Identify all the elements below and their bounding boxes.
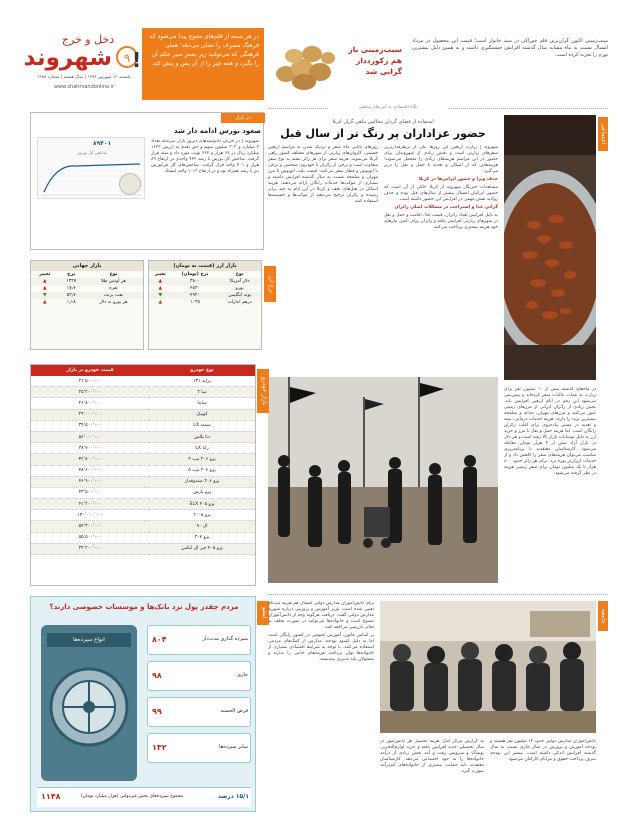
feature-subhead-2: گرانی غذا و استراحت در مشکلات اصلی زائران [394,205,498,210]
car-model: سمند LX [149,420,255,431]
teaser-orange[interactable] [142,28,264,100]
cars-header: نوع خودرو [190,368,214,373]
car-model: پژو ۲۰۰۸ [149,510,255,521]
table-row [31,499,255,510]
logo[interactable]: شهروند [23,45,112,71]
bottom-para-2: بر اساس قانون، آموزش عمومی در کشور رایگان است اما به دلیل کمبود بودجه، مدارس از کمک‌های مردمی استفاده می‌کنند. با توجه به شرایط اقتصادی بسیاری از خانواده‌ها توان پرداخت هزینه‌های جانبی را ندارند و مسئولان باید تدبیری بیندیشند. [268,633,374,662]
currency-left-title: بازار جهانی [31,261,143,271]
shrimp-image [504,115,596,380]
bottom-article [268,594,608,812]
pilgrims-photo [268,377,498,583]
car-price: ۵۴٬۳۰۰٬۰۰۰ [31,521,149,532]
deposit-value: ۱۴۲ [152,743,167,752]
table-row: هر یورو به دلار ۱٫۱۸ ▲ [42,300,128,305]
table-row [31,398,255,409]
car-prices-section [30,364,268,586]
car-price: ۴۲٬۸۰۰٬۰۰۰ [31,454,149,465]
infographic-title: مردم چقدر پول نزد بانک‌ها و موسسات خصوصی دارند؟ [49,603,239,611]
table-row [31,387,255,398]
deposit-value: ۹۸ [152,671,162,680]
car-model: پژو پارس [149,487,255,498]
footer-total: ۱۱۴۸ [41,792,61,801]
table-row [31,543,255,554]
logo-top: دخل و خرج [61,33,115,46]
masthead-logo-block [23,28,138,100]
bottom-para-1: برای دانش‌آموزان مدارس دولتی امسال هم هزینه ثبت‌نام تعیین شده است. وزیر آموزش و پرورش درباره شهریه مدارس دولتی گفت: دریافت هرگونه وجه از دانش‌آموزان ممنوع است و خانواده‌ها می‌توانند در صورت تخلف به دفاتر بازرسی مراجعه کنند. [268,601,374,630]
feature-column-2 [268,145,378,367]
currency-left-grid [31,271,143,306]
table-row [31,454,255,465]
teaser-orange-text: در هر بسته از قلم‌های متنوع پیدا می‌شود که فرهنگ مصرف را نشان می‌دهد؛ همان فرهنگی که می‌توانید زیر بستر سیر حکم آن را بگیرد و همه چیز را از آن پس و پیش کند. [149,33,259,67]
feature-top-label: نگاه اقتصادی به آیین‌های مذهبی [328,105,448,110]
potato-headline: سیب‌زمینی باز هم رکورددار گرانی شد [348,45,402,76]
table-row [31,487,255,498]
bottom-col-left [268,601,374,811]
car-model: تیبا ۲ [149,387,255,398]
table-row [31,431,255,442]
infographic-footer [37,787,251,807]
footer-percent: ۱۵/۱ درصد [217,793,249,800]
car-price: ۳۴٬۲۰۰٬۰۰۰ [31,543,149,554]
deposit-value: ۹۹ [152,707,162,716]
feature-subhead-1: حذف ویزا و حضور ایرانی‌ها در کربلا [418,177,498,182]
potato-illustration [272,40,338,94]
deposit-item [147,661,251,691]
feature-right-text: در ماه‌های گذشته بیش از ۱۰ میلیون نفر برای زیارت به عتبات عالیات سفر کرده‌اند و پیش‌بینی می‌شود این رقم در ایام اربعین افزایش یابد. بخش زیادی از زائران ایرانی از مرزهای زمینی عبور می‌کنند و مرزهای مهران، چذابه و شلمچه بیشترین تردد را دارند. هزینه خدمات درمانی، بیمه و تغذیه در مسیر پیاده‌روی برای اغلب زائران رایگان است. اما هزینه حمل و نقل تا مرز و خرید ارز به دلیل نوسانات بازار بالا رفته است و هر دلار در بازار آزاد بیش از ۴ هزار تومان معامله می‌شود. کارشناسان معتقدند با برنامه‌ریزی مناسب می‌توان هزینه‌های سفر را کاهش داد و از خدمات ارزان‌تر بهره برد. برای هر زائر حدود ۸۰۰ هزار تا یک میلیون تومان برای سفر زمینی هزینه در نظر گرفته می‌شود. [504,387,596,476]
bottom-text-under-photo [380,739,484,811]
table-row [31,465,255,476]
feature-headline: حضور عزاداران پر رنگ تر از سال قبل [280,127,486,140]
table-row [31,376,255,387]
car-price: ۲۶٬۸۰۰٬۰۰۰ [31,398,149,409]
table-row [31,476,255,487]
currency-tab: نرخ ارز [264,266,276,302]
car-price: ۴۳٬۵۰۰٬۰۰۰ [31,487,149,498]
car-price: ۵۵٬۵۰۰٬۰۰۰ [31,532,149,543]
currency-right-title: بازار ارز (قیمت به تومان) [149,261,261,271]
market-index-value: ۸۹۴۰۱ [92,140,112,147]
masthead [23,28,264,100]
currency-left-header: نرخ [67,272,76,277]
car-price: ۳۸٬۷۰۰٬۰۰۰ [31,443,149,454]
deposit-label: سپرده گذاری مدت‌دار [202,636,248,642]
car-model: ساینا [149,398,255,409]
car-price: ۱۳۰٬۰۰۰٬۰۰۰ [31,510,149,521]
market-chart-label: شاخص کل بورس [77,150,107,155]
currency-right-table [148,260,262,350]
car-model: پژو ۲۰۶ صندوقدار [149,476,255,487]
car-price: ۴۱٬۲۰۰٬۰۰۰ [31,499,149,510]
deposit-box-title: انواع سپرده‌ها [73,637,105,643]
deposit-list [147,625,251,775]
deposit-item [147,625,251,655]
feature-column-1 [384,145,498,367]
table-row: پوند انگلیس ۴۹۲۰ ▼ [149,292,261,299]
currency-section [30,260,275,352]
deposit-label: سایر سپرده‌ها [219,744,248,750]
feature-para-3: به دلیل افزایش تعداد زائران، قیمت غذا، اقامت و حمل و نقل در شهرهای زیارتی افزایش یافته و زائران برای تامین نیازهای خود هزینه بیشتری پرداخت می‌کنند. [384,213,498,230]
bottom-right-text-2: دانش‌آموزان مدارس دولتی حدود ۱۲ میلیون نفر هستند و بودجه آموزش و پرورش در سال جاری نسبت به سال گذشته افزایش اندکی داشته است. بیشتر این بودجه صرف پرداخت حقوق و مزایای کارکنان می‌شود. [490,739,596,762]
car-price: ۲۵٬۲۰۰٬۰۰۰ [31,387,149,398]
infographic-tab: اینفو [257,601,269,625]
market-tab: در بازار [221,113,265,123]
currency-left-header: تغییر [39,272,51,277]
page-number: ۹ [116,46,138,68]
car-prices-table [31,365,255,555]
classroom-image [380,601,596,733]
vault-illustration [39,623,139,783]
date-line: یکشنبه ۱۲ شهریور ۱۳۹۶ | سال هشتم | شماره ۱۲۸۸ [36,75,132,80]
car-model: ال ۹۰ [149,521,255,532]
car-model: پژو ۲۰۶ تیپ ۲ [149,454,255,465]
deposit-label: قرض الحسنه [220,708,248,714]
car-model: پژو ۴۰۵ جی ال ایکس [149,543,255,554]
table-row [31,443,255,454]
table-row: دلار آمریکا ۳۸۰۰ ▲ [149,278,261,285]
market-section [30,112,264,250]
feature-article [268,105,608,584]
table-row [31,521,255,532]
website[interactable]: www.shahrvandonline.ir [53,84,115,90]
feature-para-1: شهروند | زیارت اربعین این روزها یکی از پرطرفدارترین سفرهای زیارتی است و بخش زیادی از شهروندان برای حضور در این مراسم هزینه‌های زیادی را متحمل می‌شوند؛ هزینه‌هایی که از اسکان و تغذیه تا حمل و نقل را دربر می‌گیرد. [384,145,498,174]
exclaim-icon: ! [132,48,142,72]
market-headline: صعود بورس ادامه دار شد [173,127,261,135]
currency-left-table [30,260,144,350]
car-model: پراید ۱۳۱ [149,376,255,387]
table-row: یورو ۴۵۳۰ ▲ [158,286,244,291]
table-row [31,510,255,521]
car-price: ۲۱٬۵۰۰٬۰۰۰ [31,376,149,387]
table-row: نفت برنت ۵۲٫۷ ▼ [31,292,143,299]
deposit-item [147,697,251,727]
car-price: ۲۹٬۰۰۰٬۰۰۰ [31,409,149,420]
table-row: درهم امارات ۱۰۳۵ ▲ [158,300,252,305]
deposit-item [147,733,251,763]
car-model: دنا پلاس [149,431,255,442]
table-row [31,420,255,431]
market-body: شهروند | در جریان دادوستدهای دیروز بازار سرمایه تعداد ۳ میلیارد و ۳۰۳ میلیون سهم و حق تقدم به ارزش ۱۶۳۳ میلیارد ریال در ۶۷ هزار و ۲۶۲ نوبت مورد داد و ستد قرار گرفت. شاخص کل بورس با رشد ۹۲۲ واحدی در ارتفاع ۸۹ هزار و ۴۰۱ واحد قرار گرفت. شاخص‌های کل فرابورس نیز با رشد همراه بود و در ارتفاع ۱۰۱۳ واحد ایستاد. [151,139,259,174]
pilgrims-image [268,377,498,583]
car-price: ۳۹٬۵۰۰٬۰۰۰ [31,420,149,431]
feature-para-2: مشاهدات خبرنگار شهروند از کربلا حاکی از آن است که حضور ایرانیان امسال بیشتر از سال‌های قبل بوده و حذف روادید نقش مهمی در افزایش این حضور داشته است. [384,185,498,202]
feature-col2-text: روزهای پایانی ماه صفر و نزدیک شدن به مراسم اربعین حسینی، کاروان‌های زیارتی از شهرهای مختلف کشور راهی کربلا می‌شوند. هزینه سفر برای هر زائر بسته به نوع سفر متفاوت است و برخی از زائران با خودروی شخصی و برخی با اتوبوس و قطار سفر می‌کنند. قیمت بلیت اتوبوس تا مرز مهران و شلمچه نسبت به سال گذشته افزایش داشته و بسیاری از موکب‌ها خدمات رایگان ارائه می‌دهند. هزینه اسکان در هتل‌های نجف و کربلا در این ایام به چند برابر رسیده و زائران ترجیح می‌دهند از موکب‌ها و حسینیه‌ها استفاده کنند. [268,145,378,204]
currency-left-header: نوع [109,272,118,277]
table-row: نقره ۱۷٫۷ ▲ [42,286,118,291]
currency-right-grid [149,271,261,306]
cars-tab: بازار خودرو [257,369,269,413]
currency-right-header: تغییر [154,272,166,277]
car-price: ۵۶٬۰۰۰٬۰۰۰ [31,431,149,442]
car-price: ۴۸٬۶۰۰٬۰۰۰ [31,465,149,476]
market-badge-icon [119,173,141,195]
footer-note: مجموع سپرده‌های بخش غیردولتی (هزار میلیارد تومان) [80,794,184,799]
deposit-label: جاری [237,672,248,678]
classroom-photo [380,601,596,733]
car-model: پژو ۴۰۵ SLX [149,499,255,510]
shrimp-photo [504,115,596,380]
car-price: ۴۶٬۹۰۰٬۰۰۰ [31,476,149,487]
currency-right-header: نوع [235,272,244,277]
car-model: پژو ۲۰۶ تیپ ۵ [149,465,255,476]
bottom-kicker: جامعه [598,601,608,631]
infographic [30,596,268,812]
car-model: رانا LX [149,443,255,454]
car-model: پژو ۲۰۷ [149,532,255,543]
table-row [31,532,255,543]
currency-right-header: نرخ (تومان) [181,272,209,277]
table-row: هر اونس طلا ۱۳۲۷ ▲ [31,278,143,285]
feature-kicker: اجتماعی [598,117,608,151]
bottom-para-3: به گزارش مرکز آمار، هزینه تحصیل هر دانش‌آموز در سال تحصیلی جدید افزایش یافته و خرید لوازم‌التحریر، پوشاک و سرویس رفت و آمد بخش زیادی از درآمد خانواده‌ها را به خود اختصاص می‌دهد. کارشناسان معتقدند باید حمایت بیشتری از خانواده‌های کم‌درآمد صورت گیرد. [380,739,484,774]
table-row [31,409,255,420]
deposit-value: ۸۰۴ [152,635,167,644]
lead-brief: سیب‌زمینی اکنون گران‌ترین قلم خوراکی در سبد خانوار است؛ قیمت این محصول در مرداد امسال نسبت به ماه مشابه سال گذشته افزایش چشمگیری داشته و به همین دلیل بیشترین تورم را تجربه کرده است. [412,38,608,58]
potato-teaser[interactable] [272,38,404,96]
cars-header: قیمت خودرو در بازار [66,368,114,373]
car-model: کوییک [149,409,255,420]
feature-supertitle: استفاده از فضای گردان مجالس ماهی گران کربلا [332,119,434,125]
